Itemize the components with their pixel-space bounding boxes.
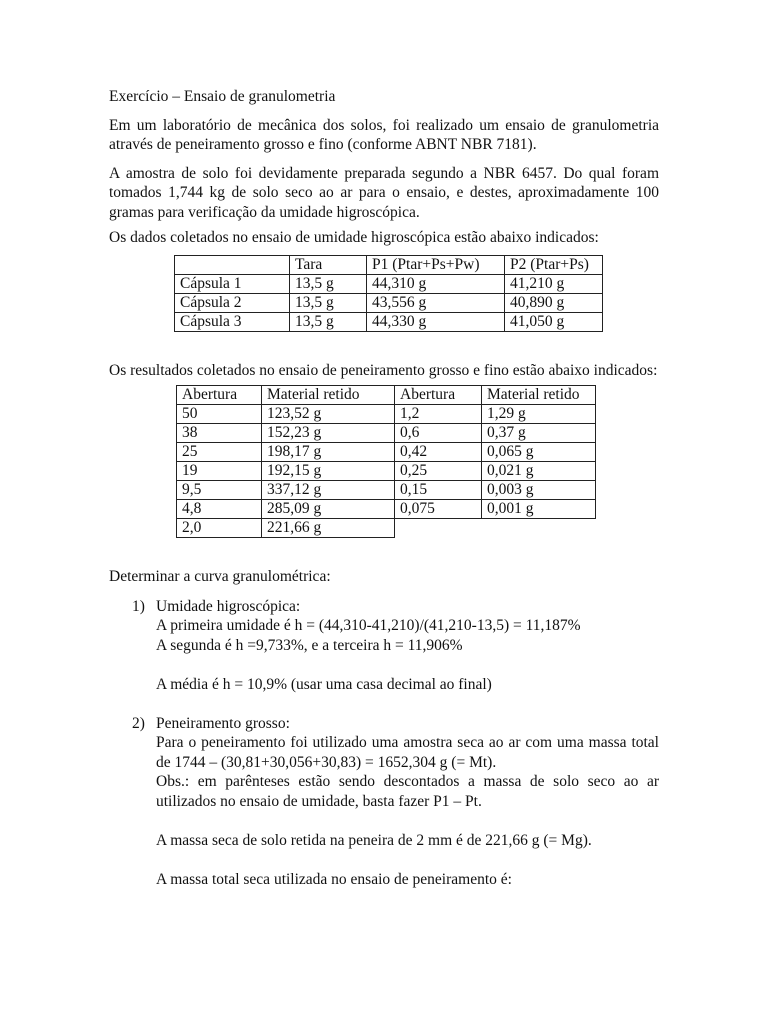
list-item-heading: Peneiramento grosso: <box>156 714 290 732</box>
humidity-cell: Cápsula 1 <box>175 274 290 293</box>
sieve-cell: 0,15 <box>395 481 482 500</box>
sieve-cell: 221,66 g <box>262 519 395 538</box>
sieve-cell: 9,5 <box>177 481 262 500</box>
sieve-header-cell: Material retido <box>482 386 596 405</box>
humidity-header-cell <box>175 255 290 274</box>
sieve-cell: 25 <box>177 443 262 462</box>
sieve-cell: 0,42 <box>395 443 482 462</box>
humidity-row <box>175 274 603 293</box>
sieve-cell <box>482 519 596 538</box>
sieve-cell: 38 <box>177 424 262 443</box>
humidity-cell: 43,556 g <box>367 293 505 312</box>
sieve-cell: 123,52 g <box>262 405 395 424</box>
numbered-list <box>109 597 659 890</box>
sieve-cell: 285,09 g <box>262 500 395 519</box>
humidity-header-cell: P1 (Ptar+Ps+Pw) <box>367 255 505 274</box>
sample-paragraph: A amostra de solo foi devidamente preparada segundo a NBR 6457. Do qual foram tomados 1,744 kg de solo seco ao ar para o ensaio, e destes, aproximadamente 100 gramas para verificação da umidade higroscópica. <box>109 164 659 221</box>
sieve-row <box>177 481 596 500</box>
sieve-cell: 152,23 g <box>262 424 395 443</box>
humidity-intro: Os dados coletados no ensaio de umidade higroscópica estão abaixo indicados: <box>109 229 599 246</box>
sieve-cell: 50 <box>177 405 262 424</box>
sieve-cell: 1,2 <box>395 405 482 424</box>
blank-line <box>156 850 659 870</box>
humidity-cell: 41,050 g <box>505 312 603 331</box>
humidity-cell: 44,310 g <box>367 274 505 293</box>
sieve-cell: 0,021 g <box>482 462 596 481</box>
intro-paragraph: Em um laboratório de mecânica dos solos, foi realizado um ensaio de granulometria através de peneiramento grosso e fino (conforme ABNT NBR 7181). <box>109 116 659 153</box>
humidity-cell: Cápsula 2 <box>175 293 290 312</box>
list-item-line: A primeira umidade é h = (44,310-41,210)/(41,210-13,5) = 11,187% <box>156 617 581 634</box>
humidity-table <box>174 255 603 332</box>
sieve-cell: 192,15 g <box>262 462 395 481</box>
humidity-cell: 13,5 g <box>290 312 367 331</box>
sieve-row <box>177 405 596 424</box>
document-page <box>109 87 659 889</box>
humidity-cell: 44,330 g <box>367 312 505 331</box>
humidity-row <box>175 293 603 312</box>
list-item-number: 1) <box>132 597 145 615</box>
list-item-line: Obs.: em parênteses estão sendo descontados a massa de solo seco ao ar utilizados no ensaio de umidade, basta fazer P1 – Pt. <box>156 773 659 810</box>
blank-line <box>156 811 659 831</box>
sieve-intro: Os resultados coletados no ensaio de peneiramento grosso e fino estão abaixo indicados: <box>109 361 658 379</box>
sieve-cell: 0,075 <box>395 500 482 519</box>
sieve-table <box>176 385 596 538</box>
sieve-cell: 19 <box>177 462 262 481</box>
humidity-header-cell: P2 (Ptar+Ps) <box>505 255 603 274</box>
sieve-cell: 337,12 g <box>262 481 395 500</box>
blank-line <box>156 655 659 675</box>
sieve-row <box>177 443 596 462</box>
sieve-row <box>177 519 596 538</box>
list-item <box>109 597 659 695</box>
list-item-line: A média é h = 10,9% (usar uma casa decimal ao final) <box>156 675 492 693</box>
humidity-header-row <box>175 255 603 274</box>
list-item-line: A massa seca de solo retida na peneira de 2 mm é de 221,66 g (= Mg). <box>156 831 592 849</box>
sieve-cell: 0,001 g <box>482 500 596 519</box>
humidity-cell: 41,210 g <box>505 274 603 293</box>
humidity-cell: 40,890 g <box>505 293 603 312</box>
sieve-header-cell: Abertura <box>177 386 262 405</box>
sieve-cell: 0,37 g <box>482 424 596 443</box>
document-title: Exercício – Ensaio de granulometria <box>109 88 336 105</box>
humidity-cell: 13,5 g <box>290 274 367 293</box>
sieve-cell: 0,6 <box>395 424 482 443</box>
list-item <box>109 714 659 890</box>
humidity-cell: 13,5 g <box>290 293 367 312</box>
humidity-cell: Cápsula 3 <box>175 312 290 331</box>
humidity-header-cell: Tara <box>290 255 367 274</box>
list-item-line: A massa total seca utilizada no ensaio de peneiramento é: <box>156 870 512 888</box>
sieve-cell: 0,25 <box>395 462 482 481</box>
sieve-cell: 4,8 <box>177 500 262 519</box>
determine-heading: Determinar a curva granulométrica: <box>109 568 331 585</box>
sieve-cell: 1,29 g <box>482 405 596 424</box>
list-item-line: A segunda é h =9,733%, e a terceira h = 11,906% <box>156 636 463 654</box>
sieve-header-cell: Material retido <box>262 386 395 405</box>
sieve-cell: 0,065 g <box>482 443 596 462</box>
list-item-heading: Umidade higroscópica: <box>156 597 301 615</box>
humidity-row <box>175 312 603 331</box>
sieve-row <box>177 424 596 443</box>
sieve-cell <box>395 519 482 538</box>
list-item-number: 2) <box>132 714 145 732</box>
sieve-cell: 2,0 <box>177 519 262 538</box>
sieve-header-row <box>177 386 596 405</box>
sieve-row <box>177 500 596 519</box>
sieve-cell: 198,17 g <box>262 443 395 462</box>
list-item-line: Para o peneiramento foi utilizado uma amostra seca ao ar com uma massa total de 1744 – (30,81+30,056+30,83) = 1652,304 g (= Mt). <box>156 734 659 771</box>
sieve-cell: 0,003 g <box>482 481 596 500</box>
sieve-header-cell: Abertura <box>395 386 482 405</box>
sieve-row <box>177 462 596 481</box>
